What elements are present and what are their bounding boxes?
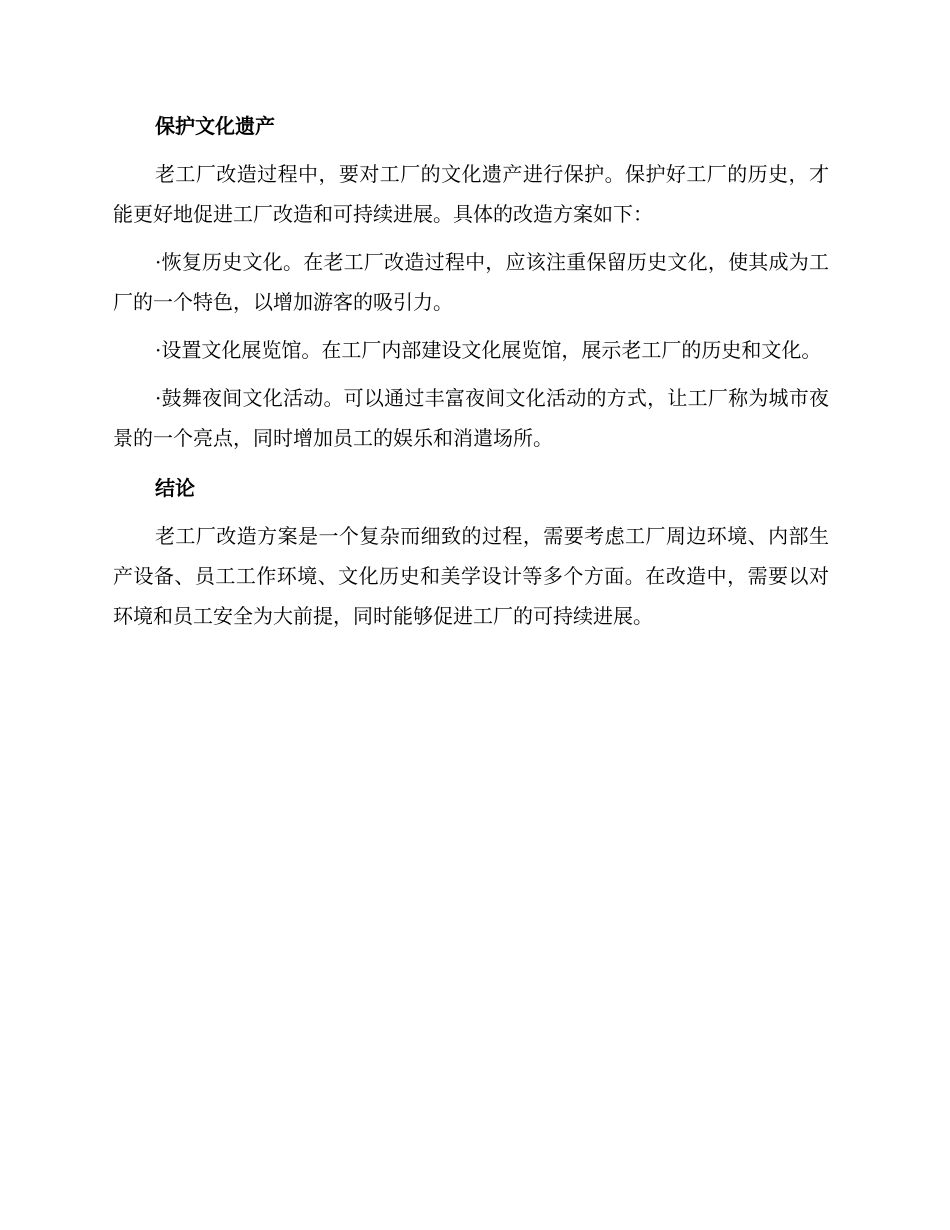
bullet-marker: · <box>155 338 162 362</box>
section-heading-conclusion: 结论 <box>155 476 195 500</box>
bullet-marker: · <box>155 386 162 410</box>
bullet-item <box>113 242 829 322</box>
bullet-item <box>113 330 829 370</box>
section-heading-heritage: 保护文化遗产 <box>155 114 275 138</box>
bullet-text: 鼓舞夜间文化活动。可以通过丰富夜间文化活动的方式，让工厂称为城市夜景的一个亮点，同时增加员工的娱乐和消遣场所。 <box>113 386 829 450</box>
bullet-text: 恢复历史文化。在老工厂改造过程中，应该注重保留历史文化，使其成为工厂的一个特色，以增加游客的吸引力。 <box>113 250 829 314</box>
bullet-text: 设置文化展览馆。在工厂内部建设文化展览馆，展示老工厂的历史和文化。 <box>161 338 822 362</box>
section-body-conclusion: 老工厂改造方案是一个复杂而细致的过程，需要考虑工厂周边环境、内部生产设备、员工工作环境、文化历史和美学设计等多个方面。在改造中，需要以对环境和员工安全为大前提，同时能够促进工厂的可持续进展。 <box>113 524 829 628</box>
bullet-marker: · <box>155 250 162 274</box>
section-intro-heritage: 老工厂改造过程中，要对工厂的文化遗产进行保护。保护好工厂的历史，才能更好地促进工厂改造和可持续进展。具体的改造方案如下： <box>113 162 829 226</box>
bullet-item <box>113 378 829 458</box>
document-page <box>113 104 829 644</box>
